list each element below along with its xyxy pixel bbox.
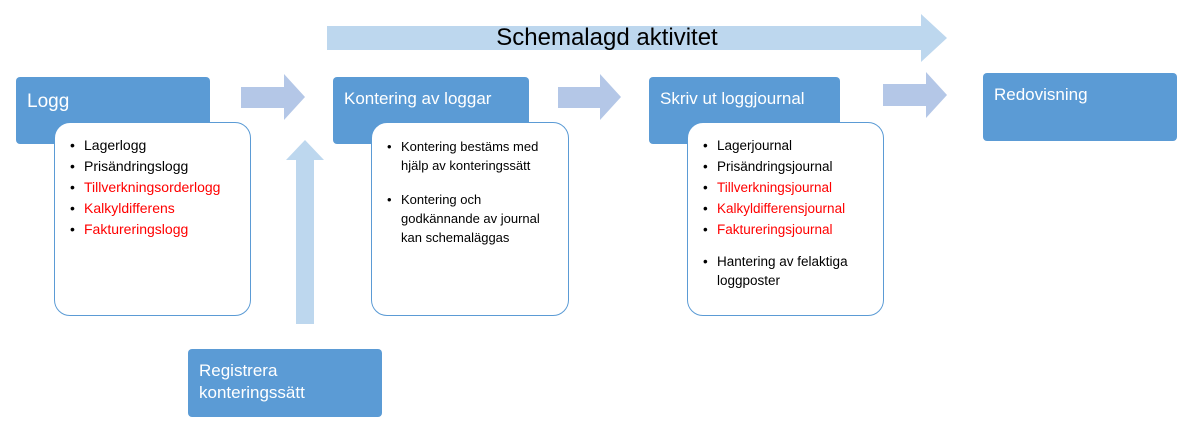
list-item: • Tillverkningsjournal bbox=[701, 177, 876, 198]
logg-card bbox=[54, 122, 251, 316]
list-item: • Tillverkningsorderlogg bbox=[68, 177, 220, 198]
skriv-ut-list bbox=[701, 135, 876, 290]
list-item: • Lagerjournal bbox=[701, 135, 876, 156]
flow-arrow-3 bbox=[883, 72, 947, 118]
registrera-box bbox=[188, 349, 382, 417]
logg-list bbox=[68, 135, 220, 240]
kontering-title: Kontering av loggar bbox=[344, 89, 492, 108]
registrera-label bbox=[199, 360, 305, 404]
logg-title: Logg bbox=[27, 91, 70, 112]
registrera-line-2: konteringssätt bbox=[199, 383, 305, 402]
scheduled-activity-label: Schemalagd aktivitet bbox=[496, 24, 718, 51]
redovisning-title: Redovisning bbox=[994, 85, 1088, 104]
list-item: • Kontering och godkännande av journal kan schemaläggas bbox=[385, 190, 550, 247]
list-item: • Kalkyldifferensjournal bbox=[701, 198, 876, 219]
list-item: • Faktureringslogg bbox=[68, 219, 220, 240]
list-item: • Prisändringsjournal bbox=[701, 156, 876, 177]
list-item: • Prisändringslogg bbox=[68, 156, 220, 177]
list-item: • Hantering av felaktiga loggposter bbox=[701, 252, 876, 290]
flow-arrow-1 bbox=[241, 74, 305, 120]
skriv-ut-card bbox=[687, 122, 884, 316]
list-item: • Kontering bestäms med hjälp av konteringssätt bbox=[385, 137, 550, 175]
kontering-card bbox=[371, 122, 569, 316]
up-arrow bbox=[286, 140, 324, 324]
list-item: • Faktureringsjournal bbox=[701, 219, 876, 240]
redovisning-box bbox=[983, 73, 1177, 141]
flow-arrow-2 bbox=[558, 74, 621, 120]
skriv-ut-title: Skriv ut loggjournal bbox=[660, 89, 805, 108]
list-item: • Lagerlogg bbox=[68, 135, 220, 156]
list-item: • Kalkyldifferens bbox=[68, 198, 220, 219]
kontering-list bbox=[385, 137, 550, 247]
registrera-line-1: Registrera bbox=[199, 361, 278, 380]
